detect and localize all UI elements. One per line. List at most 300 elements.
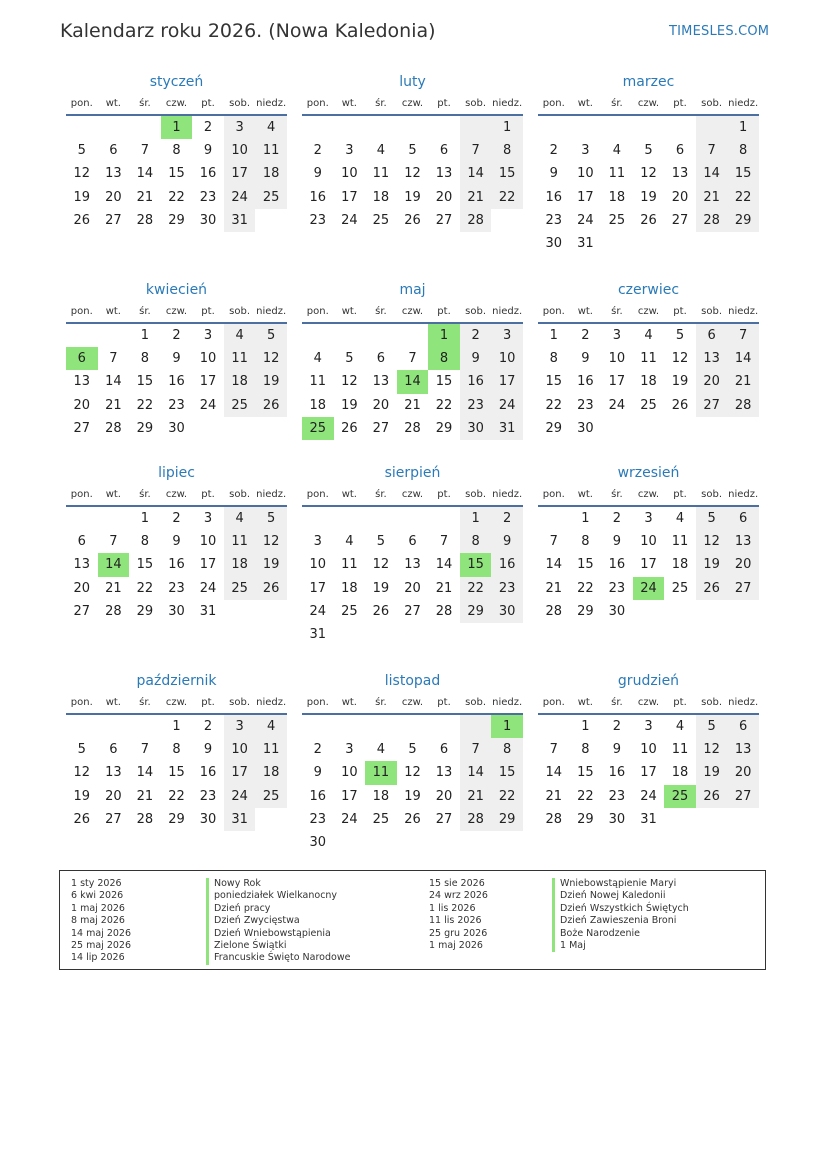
day-cell: 17	[224, 162, 256, 185]
day-cell: 27	[105, 212, 122, 228]
empty-day-cell	[365, 324, 397, 347]
day-cell: 21	[460, 785, 492, 808]
weekday-label: śr.	[375, 305, 387, 317]
day-cell: 29	[727, 209, 759, 232]
weekday-label: niedz.	[492, 305, 523, 317]
empty-day-cell	[302, 116, 334, 139]
weekday-label: śr.	[611, 696, 623, 708]
day-cell: 14	[460, 761, 492, 784]
day-cell: 10	[341, 166, 358, 182]
empty-day-cell	[664, 808, 696, 831]
weekday-label: śr.	[139, 488, 151, 500]
day-cell: 8	[727, 139, 759, 162]
day-cell: 5	[696, 715, 728, 738]
empty-day-cell	[397, 623, 429, 646]
day-grid	[538, 116, 759, 255]
legend-entry: Wniebowstąpienie Maryi	[552, 878, 689, 890]
weekday-label: czw.	[637, 305, 660, 317]
day-cell: 12	[73, 166, 91, 182]
day-cell: 13	[671, 166, 689, 182]
empty-day-cell	[491, 623, 523, 646]
day-cell: 26	[73, 811, 91, 827]
day-cell: 5	[77, 742, 86, 758]
weekday-header	[66, 691, 287, 715]
day-cell: 4	[644, 328, 653, 343]
day-cell: 11	[671, 742, 689, 758]
day-cell: 24	[341, 811, 358, 827]
day-cell: 6	[376, 351, 386, 367]
day-cell: 7	[549, 534, 558, 550]
day-cell: 18	[671, 557, 689, 573]
day-cell: 22	[577, 580, 594, 596]
day-cell: 8	[172, 143, 181, 159]
month-calendar	[66, 72, 287, 232]
day-cell: 3	[224, 715, 256, 738]
day-cell: 23	[608, 580, 626, 596]
day-cell: 28	[136, 212, 154, 228]
legend-entry: 1 lis 2026	[429, 902, 476, 914]
holiday-day: 1	[161, 116, 193, 139]
holiday-day: 1	[491, 715, 523, 738]
empty-day-cell	[129, 116, 161, 139]
day-cell: 7	[460, 139, 492, 162]
weekday-label: sob.	[229, 305, 251, 317]
empty-day-cell	[428, 116, 460, 139]
weekday-label: sob.	[465, 488, 487, 500]
empty-day-cell	[334, 831, 366, 854]
day-cell: 23	[460, 394, 492, 417]
day-cell: 10	[640, 742, 657, 758]
weekday-label: pon.	[542, 488, 565, 500]
day-cell: 23	[545, 212, 563, 228]
day-cell: 18	[224, 553, 256, 576]
empty-day-cell	[129, 715, 161, 738]
day-cell: 12	[671, 351, 689, 367]
day-cell: 3	[644, 511, 653, 526]
day-cell: 17	[640, 557, 657, 573]
day-cell: 30	[608, 603, 626, 619]
day-cell: 5	[408, 742, 417, 758]
weekday-header	[538, 92, 759, 116]
month-calendar	[538, 671, 759, 831]
day-cell: 23	[309, 212, 327, 228]
day-cell: 11	[224, 347, 256, 370]
day-cell: 7	[439, 534, 449, 550]
day-cell: 25	[341, 603, 358, 619]
day-cell: 13	[105, 166, 122, 182]
empty-day-cell	[727, 232, 759, 255]
weekday-label: niedz.	[728, 696, 759, 708]
day-cell: 4	[675, 719, 685, 734]
day-cell: 24	[608, 397, 626, 413]
day-cell: 26	[671, 397, 689, 413]
day-cell: 20	[73, 397, 91, 413]
day-cell: 27	[435, 811, 453, 827]
weekday-header	[538, 300, 759, 324]
day-cell: 24	[491, 394, 523, 417]
day-cell: 8	[172, 742, 181, 758]
weekday-label: czw.	[637, 696, 660, 708]
day-cell: 28	[105, 420, 122, 436]
weekday-label: pt.	[201, 97, 215, 109]
day-grid	[66, 507, 287, 623]
empty-day-cell	[696, 116, 728, 139]
weekday-header	[538, 691, 759, 715]
day-cell: 11	[309, 374, 327, 390]
day-cell: 13	[727, 738, 759, 761]
day-cell: 12	[372, 557, 390, 573]
empty-day-cell	[696, 600, 728, 623]
day-grid	[66, 116, 287, 232]
day-cell: 12	[696, 738, 728, 761]
legend-right-dates	[429, 878, 488, 952]
empty-day-cell	[727, 808, 759, 831]
day-cell: 1	[549, 328, 558, 343]
weekday-label: pon.	[542, 97, 565, 109]
month-name: kwiecień	[145, 282, 208, 298]
day-cell: 7	[109, 534, 118, 550]
day-cell: 23	[168, 397, 185, 413]
day-cell: 30	[545, 235, 563, 251]
legend-entry: 24 wrz 2026	[429, 890, 488, 902]
empty-day-cell	[302, 715, 334, 738]
empty-day-cell	[334, 324, 366, 347]
day-cell: 28	[460, 209, 492, 232]
weekday-label: czw.	[165, 696, 188, 708]
weekday-label: pon.	[70, 305, 93, 317]
day-cell: 24	[309, 603, 327, 619]
day-cell: 5	[696, 507, 728, 530]
day-cell: 29	[136, 603, 154, 619]
day-cell: 4	[255, 116, 287, 139]
empty-day-cell	[397, 831, 429, 854]
day-cell: 21	[105, 580, 122, 596]
day-cell: 11	[255, 139, 287, 162]
day-cell: 13	[727, 530, 759, 553]
day-cell: 6	[727, 507, 759, 530]
day-grid	[302, 715, 523, 854]
weekday-label: pt.	[673, 305, 687, 317]
weekday-label: pt.	[437, 305, 451, 317]
day-cell: 31	[199, 603, 217, 619]
day-cell: 9	[491, 530, 523, 553]
day-cell: 14	[545, 557, 563, 573]
day-cell: 27	[727, 785, 759, 808]
day-cell: 4	[376, 742, 386, 758]
empty-day-cell	[633, 232, 665, 255]
weekday-label: sob.	[229, 97, 251, 109]
day-cell: 10	[341, 765, 358, 781]
day-grid	[538, 324, 759, 440]
day-cell: 8	[581, 742, 590, 758]
day-cell: 15	[491, 162, 523, 185]
day-cell: 14	[727, 347, 759, 370]
weekday-label: śr.	[611, 305, 623, 317]
day-cell: 21	[105, 397, 122, 413]
day-cell: 21	[696, 186, 728, 209]
empty-day-cell	[98, 507, 130, 530]
day-cell: 15	[577, 765, 594, 781]
day-cell: 3	[581, 143, 590, 159]
empty-day-cell	[255, 209, 287, 232]
day-cell: 24	[577, 212, 594, 228]
empty-day-cell	[696, 417, 728, 440]
weekday-label: czw.	[401, 488, 424, 500]
legend-entry: Zielone Świątki	[206, 940, 350, 952]
day-cell: 14	[545, 765, 563, 781]
empty-day-cell	[66, 324, 98, 347]
day-cell: 20	[372, 397, 390, 413]
month-name: listopad	[384, 673, 441, 689]
weekday-label: czw.	[401, 97, 424, 109]
empty-day-cell	[460, 831, 492, 854]
day-cell: 16	[460, 370, 492, 393]
day-cell: 10	[224, 738, 256, 761]
month-calendar	[302, 280, 523, 440]
day-cell: 4	[376, 143, 386, 159]
day-cell: 12	[341, 374, 358, 390]
day-cell: 31	[491, 417, 523, 440]
day-cell: 7	[460, 738, 492, 761]
day-cell: 18	[372, 788, 390, 804]
day-cell: 14	[136, 166, 154, 182]
day-cell: 22	[168, 189, 185, 205]
empty-day-cell	[633, 417, 665, 440]
day-cell: 25	[671, 580, 689, 596]
weekday-header	[302, 92, 523, 116]
day-cell: 30	[577, 420, 594, 436]
day-cell: 20	[696, 370, 728, 393]
day-cell: 4	[224, 507, 256, 530]
day-cell: 30	[199, 212, 217, 228]
site-logo-text[interactable]: TIMESLES.COM	[669, 24, 770, 39]
empty-day-cell	[601, 417, 633, 440]
day-cell: 20	[404, 580, 421, 596]
day-cell: 1	[727, 116, 759, 139]
weekday-label: sob.	[229, 696, 251, 708]
weekday-label: niedz.	[492, 488, 523, 500]
empty-day-cell	[302, 507, 334, 530]
day-cell: 23	[577, 397, 594, 413]
day-cell: 30	[168, 420, 185, 436]
day-cell: 26	[255, 394, 287, 417]
day-cell: 7	[140, 742, 150, 758]
legend-entry: 14 lip 2026	[71, 952, 125, 964]
weekday-label: śr.	[611, 97, 623, 109]
day-cell: 4	[612, 143, 622, 159]
day-cell: 21	[136, 788, 154, 804]
day-cell: 11	[341, 557, 358, 573]
day-cell: 28	[136, 811, 154, 827]
weekday-label: pt.	[673, 488, 687, 500]
day-cell: 6	[696, 324, 728, 347]
day-cell: 15	[727, 162, 759, 185]
weekday-label: wt.	[105, 488, 121, 500]
legend-entry: 15 sie 2026	[429, 878, 485, 889]
day-cell: 18	[341, 580, 358, 596]
day-cell: 3	[224, 116, 256, 139]
weekday-label: sob.	[229, 488, 251, 500]
day-cell: 15	[435, 374, 453, 390]
day-cell: 5	[255, 324, 287, 347]
day-cell: 14	[696, 162, 728, 185]
day-cell: 20	[435, 189, 453, 205]
empty-day-cell	[224, 600, 256, 623]
day-cell: 31	[640, 811, 657, 827]
empty-day-cell	[224, 417, 256, 440]
day-cell: 22	[136, 580, 154, 596]
day-cell: 6	[439, 143, 449, 159]
day-cell: 15	[491, 761, 523, 784]
day-cell: 16	[545, 189, 563, 205]
month-calendar	[302, 463, 523, 646]
day-cell: 16	[577, 374, 594, 390]
day-cell: 10	[491, 347, 523, 370]
day-cell: 2	[612, 719, 622, 734]
day-cell: 10	[199, 534, 217, 550]
day-cell: 30	[168, 603, 185, 619]
day-cell: 19	[696, 761, 728, 784]
day-cell: 19	[696, 553, 728, 576]
day-cell: 20	[73, 580, 91, 596]
day-cell: 20	[727, 761, 759, 784]
day-cell: 23	[608, 788, 626, 804]
month-calendar	[538, 72, 759, 255]
empty-day-cell	[538, 715, 570, 738]
weekday-label: pt.	[437, 696, 451, 708]
empty-day-cell	[696, 808, 728, 831]
empty-day-cell	[334, 116, 366, 139]
month-name: maj	[399, 282, 426, 298]
day-cell: 29	[577, 603, 594, 619]
day-cell: 16	[168, 557, 185, 573]
weekday-header	[302, 691, 523, 715]
day-cell: 22	[435, 397, 453, 413]
day-cell: 27	[727, 577, 759, 600]
day-cell: 3	[612, 328, 622, 343]
day-cell: 8	[140, 534, 150, 550]
empty-day-cell	[664, 600, 696, 623]
day-cell: 19	[640, 189, 657, 205]
weekday-label: niedz.	[256, 305, 287, 317]
day-cell: 12	[404, 166, 421, 182]
day-cell: 3	[313, 534, 322, 550]
empty-day-cell	[428, 831, 460, 854]
weekday-label: wt.	[105, 305, 121, 317]
day-cell: 29	[168, 811, 185, 827]
day-cell: 20	[105, 788, 122, 804]
empty-day-cell	[570, 116, 602, 139]
day-cell: 26	[696, 577, 728, 600]
day-cell: 1	[581, 511, 590, 526]
month-name: marzec	[622, 74, 675, 90]
day-cell: 24	[640, 788, 657, 804]
weekday-label: sob.	[701, 97, 723, 109]
weekday-label: sob.	[701, 305, 723, 317]
holiday-day: 24	[633, 577, 665, 600]
empty-day-cell	[302, 324, 334, 347]
day-cell: 17	[199, 374, 217, 390]
weekday-label: wt.	[341, 97, 357, 109]
day-cell: 2	[612, 511, 622, 526]
weekday-label: pon.	[306, 97, 329, 109]
day-cell: 2	[203, 719, 213, 734]
day-cell: 16	[608, 765, 626, 781]
day-cell: 30	[460, 417, 492, 440]
empty-day-cell	[98, 715, 130, 738]
day-cell: 28	[105, 603, 122, 619]
weekday-label: śr.	[139, 696, 151, 708]
day-cell: 25	[255, 785, 287, 808]
day-cell: 7	[696, 139, 728, 162]
day-cell: 26	[73, 212, 91, 228]
month-name: styczeń	[149, 74, 204, 90]
day-cell: 26	[372, 603, 390, 619]
weekday-label: pt.	[673, 97, 687, 109]
day-cell: 11	[372, 166, 390, 182]
day-cell: 3	[345, 742, 354, 758]
weekday-label: pon.	[542, 696, 565, 708]
day-cell: 12	[73, 765, 91, 781]
day-cell: 2	[172, 511, 181, 526]
weekday-label: czw.	[637, 488, 660, 500]
day-cell: 8	[140, 351, 150, 367]
day-cell: 27	[435, 212, 453, 228]
weekday-label: pt.	[437, 488, 451, 500]
day-cell: 3	[203, 328, 213, 343]
weekday-label: wt.	[577, 696, 593, 708]
empty-day-cell	[601, 232, 633, 255]
day-cell: 17	[309, 580, 327, 596]
weekday-label: niedz.	[256, 696, 287, 708]
day-cell: 31	[577, 235, 594, 251]
day-cell: 25	[372, 212, 390, 228]
empty-day-cell	[491, 209, 523, 232]
day-cell: 29	[545, 420, 563, 436]
day-cell: 19	[73, 788, 91, 804]
weekday-label: pon.	[306, 696, 329, 708]
day-cell: 29	[491, 808, 523, 831]
month-calendar	[538, 463, 759, 623]
day-cell: 25	[224, 577, 256, 600]
legend-entry: Dzień Wszystkich Świętych	[552, 903, 689, 915]
weekday-label: czw.	[401, 305, 424, 317]
weekday-header	[66, 92, 287, 116]
legend-entry: Dzień Nowej Kaledonii	[552, 890, 689, 902]
weekday-header	[66, 483, 287, 507]
day-cell: 5	[345, 351, 354, 367]
empty-day-cell	[66, 116, 98, 139]
day-cell: 7	[140, 143, 150, 159]
day-grid	[66, 324, 287, 440]
day-cell: 14	[460, 162, 492, 185]
weekday-label: czw.	[165, 97, 188, 109]
day-cell: 5	[376, 534, 386, 550]
weekday-label: śr.	[139, 97, 151, 109]
legend-entry: Dzień Zwycięstwa	[206, 915, 350, 927]
empty-day-cell	[397, 324, 429, 347]
month-name: lipiec	[158, 465, 195, 481]
holiday-day: 11	[365, 761, 397, 784]
weekday-label: wt.	[577, 97, 593, 109]
day-cell: 14	[136, 765, 154, 781]
day-cell: 25	[372, 811, 390, 827]
day-cell: 16	[491, 553, 523, 576]
day-cell: 29	[136, 420, 154, 436]
weekday-label: sob.	[465, 696, 487, 708]
day-cell: 20	[435, 788, 453, 804]
day-cell: 22	[545, 397, 563, 413]
